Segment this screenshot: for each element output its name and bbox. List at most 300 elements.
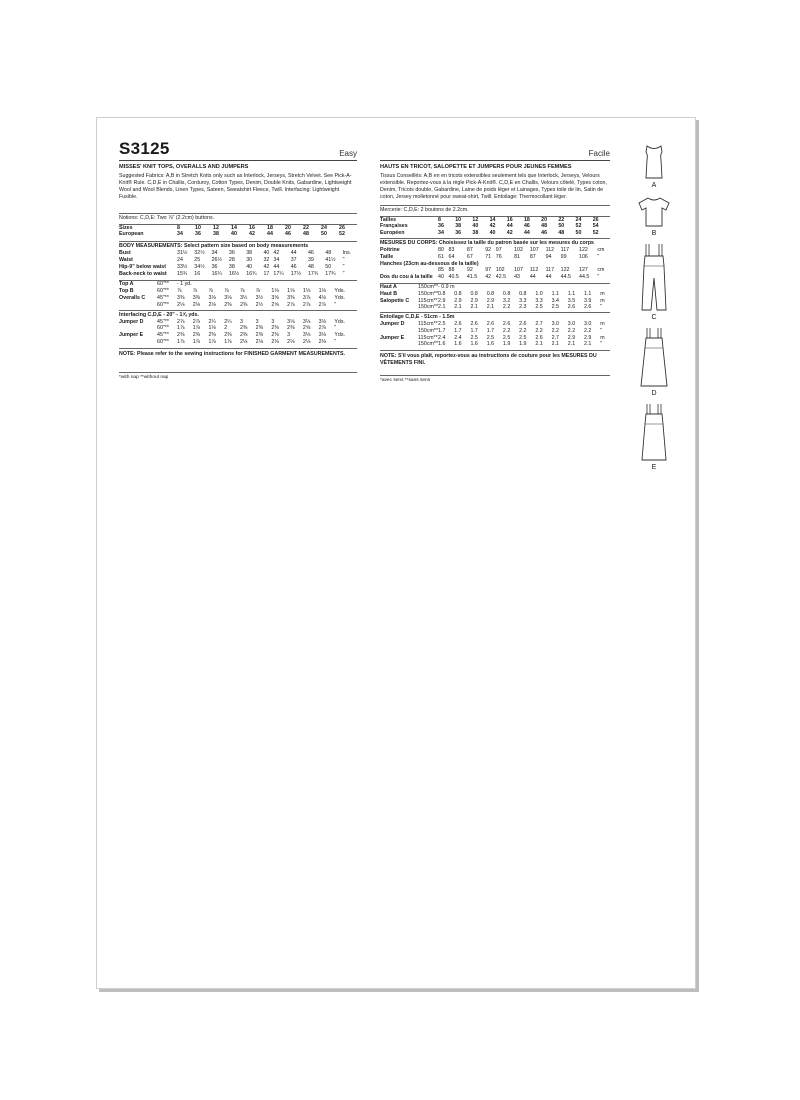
value-cell: 3⅛	[302, 332, 311, 339]
value-cell: 2.2	[551, 327, 559, 334]
measurement-label: Bust	[119, 250, 131, 257]
value-cell: 2⅛	[302, 338, 311, 345]
value-cell: 30	[246, 256, 253, 263]
width-cell: 45"**	[157, 318, 169, 325]
value-cell: 2.1	[535, 341, 543, 348]
value-cell: 16	[194, 270, 201, 277]
value-cell: 54	[592, 223, 599, 230]
value-cell: 2¼	[224, 318, 232, 325]
value-cell: 2⅜	[239, 332, 248, 339]
value-cell: 16¼	[211, 270, 222, 277]
value-cell: 38	[213, 231, 219, 238]
value-cell: 2⅛	[192, 301, 201, 308]
value-cell: 2⅛	[255, 338, 264, 345]
pattern-envelope-back	[96, 117, 696, 989]
unit-cell: "	[600, 341, 603, 348]
measurement-label: Back-neck to waist	[119, 270, 167, 277]
value-cell: 52	[339, 231, 345, 238]
value-cell: 40	[472, 223, 479, 230]
value-cell: 20	[541, 216, 548, 223]
value-cell: 2.2	[502, 327, 511, 334]
value-cell: 80	[438, 246, 444, 253]
value-cell: 2⅜	[224, 301, 232, 308]
value-cell: 122	[560, 267, 570, 274]
value-cell: 83	[448, 246, 455, 253]
value-cell: 97	[495, 246, 502, 253]
value-cell: 67	[466, 253, 473, 260]
value-cell: 12	[472, 216, 479, 223]
value-cell: 76	[495, 253, 502, 260]
width-cell: 60"**	[157, 281, 169, 288]
nap-footnote-fr: *avec sens **sans sens	[380, 375, 610, 383]
unit-cell: m	[600, 297, 605, 304]
table-row	[380, 274, 610, 281]
value-cell: 3.9	[584, 297, 592, 304]
value-cell: 17	[263, 270, 270, 277]
value-cell: 3⅛	[224, 294, 232, 301]
table-row	[380, 321, 610, 328]
row-label: Haut A	[380, 283, 397, 290]
value-cell: 102	[495, 267, 505, 274]
sleeveless-top-icon	[629, 142, 679, 182]
table-row	[380, 223, 610, 230]
value-cell: 3⅛	[318, 318, 326, 325]
value-cell: 36	[455, 230, 462, 237]
view-e	[629, 402, 679, 474]
value-cell: 2.2	[584, 327, 592, 334]
value-cell: 2.1	[454, 304, 462, 311]
value-cell: ⅞	[239, 288, 245, 295]
value-cell: 40.5	[448, 274, 459, 281]
value-cell: 0.8	[519, 290, 527, 297]
francaises-label: Françaises	[380, 223, 408, 230]
value-cell: 10	[195, 224, 201, 231]
value-cell: 1.6	[486, 341, 495, 348]
value-cell: 2.5	[535, 304, 543, 311]
value-cell: 17¾	[307, 270, 319, 277]
suggested-fabrics-text: Suggested Fabrics: A,B in Stretch Knits only such as Interlock, Jerseys, Stretch Velvet. See Pick-A-Knit® Rule. C,D,E in Challis, Corduroy, Cotton Types, Denim, Double Knits, Gabardine, Lightweight Wool and Wool Blends, Linen Types, Sateen, Sweatshirt Fleece, Twill. Interfacing: Lightweight Fusible.	[119, 173, 352, 200]
row-label	[380, 304, 418, 311]
unit-cell: m	[600, 290, 605, 297]
value-cell: 2.6	[535, 334, 543, 341]
value-cell: 2⅞	[302, 301, 311, 308]
value-cell: 2.1	[438, 304, 446, 311]
table-row	[119, 264, 357, 271]
jumper-d-icon	[629, 326, 679, 390]
table-row	[119, 250, 357, 257]
value-cell: 102	[514, 246, 523, 253]
width-cell: 45"**	[157, 332, 169, 339]
table-row	[119, 288, 357, 295]
value-cell: 46	[285, 231, 291, 238]
value-cell: 31½	[177, 250, 188, 257]
value-cell: 41½	[325, 256, 336, 263]
value-cell: 2⅝	[271, 301, 279, 308]
value-cell: 3½	[255, 294, 264, 301]
value-cell: 46	[307, 250, 314, 257]
value-cell: 0.8	[502, 290, 511, 297]
unit-cell: cm	[597, 267, 605, 274]
value-cell: 2⅜	[271, 325, 279, 332]
value-cell: 18	[267, 224, 273, 231]
value-cell: 42	[489, 223, 496, 230]
jumper-e-icon	[629, 402, 679, 464]
view-a	[629, 142, 679, 194]
value-cell: 44.5	[579, 274, 590, 281]
value-cell: 4⅛	[318, 294, 326, 301]
tissus-conseilles-text: Tissus Conseillés: A,B en en tricots extensibles seulement tels que Interlock, Jerseys, Velours extensible. Reportez-vous à la règle Pick-A-Knit®. C,D,E en Challis, Velours côtelé, Types coton, Denim, Tricots double, Gabardine, Laine de poids léger et Lainages, Types toile de lin, Satin de coton, Jersey molletonné pour sweat-shirt, Twill. Entoilage: Thermocollant léger.	[380, 173, 607, 200]
value-cell: 2⅞	[287, 301, 295, 308]
width-cell: 115cm**	[418, 334, 438, 341]
value-cell: 42	[485, 274, 492, 281]
value-cell: 2.6	[502, 321, 511, 328]
value-cell: 107	[529, 246, 539, 253]
value-cell: 3.0	[567, 321, 576, 328]
table-row	[380, 341, 610, 348]
value-cell: 26½	[211, 256, 222, 263]
hip-values-label	[380, 267, 438, 274]
value-cell: 71	[485, 253, 492, 260]
short-sleeve-top-icon	[629, 194, 679, 230]
value-cell: 3	[271, 318, 275, 325]
difficulty-label-fr: Facile	[588, 149, 610, 158]
value-cell: 3	[239, 318, 243, 325]
width-cell: 150cm**	[418, 341, 439, 348]
value-cell: 106	[579, 253, 588, 260]
row-label: Jumper D	[119, 318, 144, 325]
value-cell: 3⅜	[287, 294, 295, 301]
overalls-icon	[629, 242, 679, 314]
value-cell: 44	[523, 230, 530, 237]
value-cell: 38	[246, 250, 253, 257]
value-cell: 2.3	[519, 304, 527, 311]
value-cell: 34	[273, 256, 280, 263]
table-row	[380, 254, 610, 261]
unit-cell: cm	[597, 246, 605, 253]
value-cell: 3.3	[519, 297, 527, 304]
row-label: Jumper E	[119, 332, 144, 339]
width-cell: 60"**	[157, 338, 169, 345]
value-cell: 42.5	[495, 274, 507, 281]
value-cell: 24	[575, 216, 582, 223]
value-cell: ⅞	[208, 288, 213, 295]
value-cell: 24	[177, 256, 183, 263]
value-cell: ⅞	[177, 288, 182, 295]
value-cell: 2⅛	[318, 338, 326, 345]
row-label: Jumper D	[380, 321, 405, 328]
width-cell: 60"**	[157, 325, 169, 332]
hip-label: Hanches (23cm au-dessous de la taille)	[380, 260, 479, 267]
value-cell: 36	[211, 263, 218, 270]
value-cell: 87	[529, 253, 536, 260]
value-cell: 3⅛	[208, 294, 216, 301]
value-cell: 38	[228, 263, 235, 270]
value-cell: 2½	[255, 301, 264, 308]
value-cell: 2.1	[551, 341, 559, 348]
row-label: Top B	[119, 288, 134, 295]
table-row	[119, 325, 357, 332]
tissus-conseilles	[380, 173, 610, 201]
value-cell: 2⅜	[177, 332, 185, 339]
value-cell: 36	[438, 223, 444, 230]
value-cell: 44	[290, 250, 297, 257]
unit-cell: "	[600, 304, 603, 311]
value-cell: 2.6	[486, 321, 495, 328]
value-cell: 2.9	[454, 297, 462, 304]
value-cell: 12	[213, 224, 219, 231]
value-cell: 8	[438, 216, 441, 223]
value-cell: 2⅜	[287, 325, 295, 332]
row-label: Top A	[119, 281, 134, 288]
value-cell: 61	[438, 253, 444, 260]
value-cell: 1.1	[551, 290, 559, 297]
finished-measurements-note: NOTE: Please refer to the sewing instructions for FINISHED GARMENT MEASUREMENTS.	[119, 350, 346, 357]
value-cell: 97	[485, 267, 492, 274]
width-cell: 150cm**	[418, 283, 439, 290]
value-cell: 94	[545, 253, 552, 260]
value-cell: 1⅛	[287, 288, 295, 295]
value-cell: 26	[339, 224, 345, 231]
value-cell: 2.5	[551, 304, 559, 311]
value-cell: 32	[263, 256, 270, 263]
measurement-label: Taille	[380, 253, 394, 260]
value-cell: 1.9	[502, 341, 511, 348]
value-cell: 3⅛	[302, 318, 311, 325]
mercerie: Mercerie: C,D,E: 2 boutons de 2.2cm.	[380, 206, 469, 213]
value-cell: 81	[514, 253, 521, 260]
value-cell: 88	[448, 267, 455, 274]
table-row	[380, 328, 610, 335]
value-cell: 42	[506, 230, 513, 237]
table-row	[119, 271, 357, 278]
value-cell: 3.3	[535, 297, 543, 304]
value-cell: 38	[472, 230, 479, 237]
yardage-table	[119, 281, 357, 308]
value-cell: 2⅜	[271, 332, 279, 339]
value-cell: 1.6	[454, 341, 462, 348]
value-cell: 8	[177, 224, 180, 231]
value-cell: 48	[303, 231, 309, 238]
value-cell: 44	[267, 231, 273, 238]
table-row	[119, 295, 357, 302]
value-cell: 34	[438, 230, 444, 237]
value-cell: 52	[575, 223, 582, 230]
value-cell: 46	[523, 223, 530, 230]
value-cell: 50	[575, 230, 582, 237]
value-cell: 32½	[194, 250, 205, 257]
value-cell: 122	[579, 246, 588, 253]
value-cell: 52	[592, 230, 599, 237]
value-cell: 44	[506, 223, 513, 230]
unit-cell: "	[597, 253, 600, 260]
value-cell: 40	[231, 231, 237, 238]
value-cell: 2⅜	[239, 301, 248, 308]
value-cell: 3⅝	[271, 294, 279, 301]
value-cell: ⅞	[224, 288, 229, 295]
value-cell: 0.8	[470, 290, 478, 297]
view-letter: C	[651, 314, 657, 321]
value-cell: 2⅛	[239, 338, 248, 345]
value-cell: 50	[325, 263, 332, 270]
value-cell: 85	[438, 267, 444, 274]
width-cell: 150cm**	[418, 290, 439, 297]
row-label	[380, 341, 418, 348]
difficulty-label: Easy	[339, 149, 357, 158]
value-cell: 50	[321, 231, 327, 238]
value-cell: 2⅝	[302, 325, 311, 332]
value-cell: 36	[195, 231, 201, 238]
value-cell: 2.5	[486, 334, 495, 341]
value-cell: 127	[579, 267, 588, 274]
view-letter: E	[651, 464, 657, 471]
unit-cell: "	[342, 263, 345, 270]
value-cell: 117	[560, 246, 570, 253]
value-cell: 17¼	[273, 270, 284, 277]
value-cell: 1⅞	[208, 338, 216, 345]
value-cell: 2.6	[567, 304, 576, 311]
value-cell: 44.5	[560, 274, 571, 281]
value-cell: 2.7	[535, 321, 543, 328]
width-cell: 45"**	[157, 294, 169, 301]
value-cell: 16	[249, 224, 255, 231]
value-cell: 2.9	[470, 297, 478, 304]
value-cell: 2⅜	[192, 332, 201, 339]
row-label	[380, 328, 418, 335]
value-cell: 40	[246, 263, 253, 270]
value-cell: 50	[558, 223, 565, 230]
value-cell: 2⅛	[208, 301, 216, 308]
table-row	[380, 247, 610, 254]
value-cell: 2.1	[584, 341, 592, 348]
value-cell: 3½	[239, 294, 248, 301]
table-row	[380, 267, 610, 274]
value-cell: 3.2	[502, 297, 511, 304]
value-cell: 22	[303, 224, 309, 231]
value-cell: 17½	[290, 270, 301, 277]
view-letter: B	[651, 230, 657, 237]
value-cell: 2.2	[519, 327, 527, 334]
value-cell: 34	[211, 250, 218, 257]
value-cell: 1.7	[438, 327, 446, 334]
value-cell: 0.8	[454, 290, 462, 297]
value-cell: 2.4	[454, 334, 462, 341]
unit-cell: m	[600, 321, 605, 328]
value-cell: 44	[529, 274, 536, 281]
unit-cell: Yds.	[334, 332, 345, 339]
value-cell: 1⅞	[224, 338, 232, 345]
value-cell: 18	[523, 216, 530, 223]
value-cell: 2.6	[470, 321, 478, 328]
pattern-number: S3125	[119, 139, 170, 158]
value-cell: 1⅛	[318, 288, 326, 295]
european-label: European	[119, 231, 144, 238]
value-cell: 2.9	[438, 297, 446, 304]
value-cell: 117	[545, 267, 555, 274]
value-cell: 1⅞	[192, 338, 201, 345]
value-cell: 2.1	[567, 341, 576, 348]
body-measurements-heading: BODY MEASUREMENTS: Select pattern size based on body measurements	[119, 243, 309, 250]
table-row	[380, 217, 610, 224]
table-row	[380, 261, 610, 268]
value-cell: 46	[290, 263, 297, 270]
value-cell: 3.0	[584, 321, 592, 328]
value-cell: 1.7	[454, 327, 462, 334]
value-cell: 2⅞	[177, 318, 185, 325]
value-cell: 2¼	[208, 318, 216, 325]
value-cell: 2⅛	[287, 338, 295, 345]
table-row	[380, 304, 610, 311]
view-d	[629, 326, 679, 400]
value-cell: 2.7	[551, 334, 559, 341]
table-row	[119, 332, 357, 339]
value-cell: 2⅛	[271, 338, 279, 345]
value-cell: 2.6	[519, 321, 527, 328]
jumper-yardage-table-fr	[380, 321, 610, 348]
value-cell: 10	[455, 216, 462, 223]
value-cell: 1.6	[438, 341, 446, 348]
value-cell: 3⅞	[302, 294, 311, 301]
value-cell: 2.5	[438, 321, 446, 328]
value-cell: 40	[489, 230, 496, 237]
value-cell: 2⅜	[255, 332, 264, 339]
value-cell: 24	[321, 224, 327, 231]
value-cell: 1⅛	[302, 288, 311, 295]
value-cell: 14	[489, 216, 496, 223]
value-cell: 99	[560, 253, 567, 260]
value-cell: 1.7	[470, 327, 478, 334]
value-cell: 40	[263, 250, 270, 257]
value-cell: 2⅞	[318, 301, 326, 308]
value-cell: 2.6	[454, 321, 462, 328]
suggested-fabrics	[119, 173, 357, 201]
unit-cell: "	[600, 327, 603, 334]
value-cell: 40	[438, 274, 444, 281]
nap-footnote: *with nap **without nap	[119, 372, 357, 380]
width-cell: 60"**	[157, 288, 169, 295]
value-cell: 2.2	[535, 327, 543, 334]
mesures-du-corps-heading: MESURES DU CORPS: Choisissez la taille du patron basée sur les mesures du corps	[380, 239, 594, 246]
value-cell: 1.0	[535, 290, 543, 297]
value-cell: 42	[249, 231, 255, 238]
body-measurements-table	[119, 250, 357, 277]
value-cell: 28	[228, 256, 235, 263]
value-cell: 36	[228, 250, 235, 257]
value-cell: 34½	[194, 263, 205, 270]
value-cell: 34	[177, 231, 183, 238]
unit-cell: m	[600, 334, 605, 341]
value-cell: 3⅛	[287, 318, 295, 325]
unit-cell: "	[342, 270, 345, 277]
value-cell: 2.1	[470, 304, 478, 311]
value-cell: 2⅞	[318, 325, 326, 332]
value-cell: 33½	[177, 263, 188, 270]
value-cell: 2.1	[486, 304, 495, 311]
value-cell: 2.5	[502, 334, 511, 341]
value-cell: ⅞	[255, 288, 261, 295]
value-cell: 16¾	[246, 270, 257, 277]
row-label: Overalls C	[119, 294, 146, 301]
table-row	[119, 302, 357, 309]
value-cell: 1.1	[567, 290, 576, 297]
value-cell: 48	[307, 263, 314, 270]
unit-cell: "	[334, 338, 337, 345]
width-cell: 150cm**	[418, 304, 439, 311]
value-cell: 92	[466, 267, 473, 274]
width-cell: 115cm**	[418, 297, 438, 304]
unit-cell: "	[597, 274, 600, 281]
value-cell: 3⅜	[177, 294, 185, 301]
value-cell: 48	[541, 223, 548, 230]
